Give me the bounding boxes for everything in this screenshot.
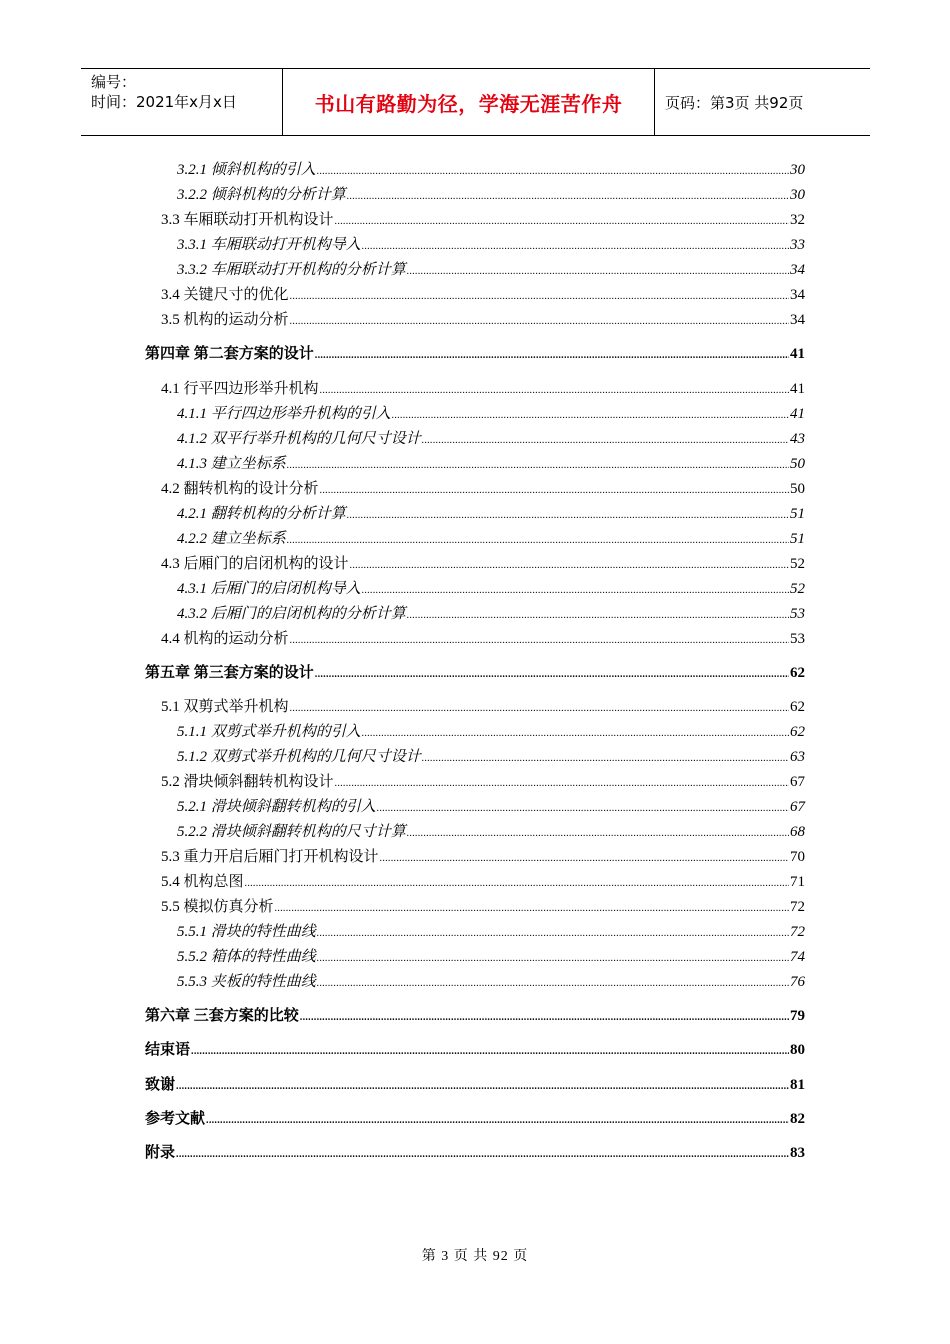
toc-entry-page-number: 82 [790,1111,805,1127]
toc-dot-leader [347,505,789,527]
toc-entry-page-number: 53 [790,631,805,647]
toc-entry[interactable] [177,453,805,475]
toc-entry[interactable] [145,1039,805,1061]
toc-entry-title: 第五章 第三套方案的设计 [145,665,314,681]
toc-entry[interactable] [161,846,805,868]
toc-entry-page-number: 80 [790,1042,805,1058]
page-header [81,68,870,136]
toc-dot-leader [407,823,789,845]
toc-entry-page-number: 74 [790,949,805,965]
header-page-info: 页码：第3页 共92页 [665,93,804,112]
toc-entry-page-number: 63 [790,749,805,765]
toc-entry-title: 4.3.1 后厢门的启闭机构导入 [177,581,361,597]
toc-dot-leader [317,161,789,183]
toc-dot-leader [320,480,789,502]
toc-entry-title: 4.1.1 平行四边形举升机构的引入 [177,406,391,422]
toc-entry-page-number: 53 [790,606,805,622]
toc-entry[interactable] [177,528,805,550]
toc-entry-title: 4.2.2 建立坐标系 [177,531,286,547]
header-motto-cell [282,69,655,135]
toc-entry-page-number: 43 [790,431,805,447]
toc-entry[interactable] [145,343,805,365]
toc-entry[interactable] [161,478,805,500]
toc-entry-title: 3.3.1 车厢联动打开机构导入 [177,237,361,253]
toc-entry-page-number: 52 [790,581,805,597]
toc-entry-page-number: 41 [790,346,805,362]
toc-dot-leader [245,873,789,895]
toc-entry[interactable] [177,603,805,625]
toc-entry-title: 3.2.2 倾斜机构的分析计算 [177,187,346,203]
toc-entry-title: 附录 [145,1145,176,1161]
toc-entry[interactable] [177,921,805,943]
toc-entry[interactable] [145,1108,805,1130]
toc-entry-page-number: 72 [790,899,805,915]
toc-entry[interactable] [161,628,805,650]
toc-entry-title: 5.1.1 双剪式举升机构的引入 [177,724,361,740]
toc-dot-leader [317,948,789,970]
toc-entry-page-number: 67 [790,799,805,815]
toc-entry-page-number: 71 [790,874,805,890]
toc-entry-title: 第四章 第二套方案的设计 [145,346,314,362]
toc-entry-page-number: 32 [790,212,805,228]
toc-entry-title: 5.3 重力开启后厢门打开机构设计 [161,849,379,865]
toc-entry-page-number: 30 [790,162,805,178]
toc-entry[interactable] [177,403,805,425]
toc-entry-title: 4.1 行平四边形举升机构 [161,381,319,397]
toc-entry[interactable] [161,209,805,231]
toc-dot-leader [315,345,789,367]
header-motto: 书山有路勤为径，学海无涯苦作舟 [314,91,623,116]
toc-entry-title: 5.5.2 箱体的特性曲线 [177,949,316,965]
toc-dot-leader [206,1110,789,1132]
toc-entry[interactable] [161,771,805,793]
toc-dot-leader [377,798,789,820]
toc-entry-title: 5.1.2 双剪式举升机构的几何尺寸设计 [177,749,421,765]
toc-dot-leader [347,186,789,208]
toc-dot-leader [362,723,789,745]
toc-entry-page-number: 51 [790,531,805,547]
toc-dot-leader [380,848,789,870]
toc-entry-page-number: 34 [790,312,805,328]
toc-entry-title: 5.2.2 滑块倾斜翻转机构的尺寸计算 [177,824,406,840]
toc-entry-title: 5.5.1 滑块的特性曲线 [177,924,316,940]
toc-entry-title: 3.3 车厢联动打开机构设计 [161,212,334,228]
toc-entry[interactable] [177,721,805,743]
toc-entry-title: 3.3.2 车厢联动打开机构的分析计算 [177,262,406,278]
toc-dot-leader [290,698,789,720]
toc-entry-page-number: 67 [790,774,805,790]
toc-entry-page-number: 41 [790,381,805,397]
toc-dot-leader [335,211,789,233]
toc-entry-title: 参考文献 [145,1111,206,1127]
toc-entry-title: 3.5 机构的运动分析 [161,312,289,328]
toc-entry[interactable] [177,578,805,600]
toc-dot-leader [392,405,789,427]
toc-entry-title: 5.1 双剪式举升机构 [161,699,289,715]
toc-entry-page-number: 62 [790,665,805,681]
toc-entry[interactable] [177,971,805,993]
toc-dot-leader [407,261,789,283]
toc-entry-title: 4.3.2 后厢门的启闭机构的分析计算 [177,606,406,622]
toc-entry[interactable] [177,234,805,256]
toc-dot-leader [275,898,789,920]
toc-entry-page-number: 50 [790,481,805,497]
toc-entry[interactable] [177,796,805,818]
toc-entry-title: 4.4 机构的运动分析 [161,631,289,647]
toc-dot-leader [290,286,789,308]
toc-entry[interactable] [161,553,805,575]
toc-entry-title: 致谢 [145,1077,176,1093]
toc-entry-page-number: 72 [790,924,805,940]
toc-dot-leader [317,923,789,945]
toc-entry[interactable] [161,896,805,918]
toc-dot-leader [176,1076,789,1098]
toc-dot-leader [287,530,789,552]
toc-entry[interactable] [145,662,805,684]
toc-dot-leader [290,311,789,333]
toc-entry-page-number: 30 [790,187,805,203]
toc-entry-page-number: 51 [790,506,805,522]
toc-entry-page-number: 50 [790,456,805,472]
toc-entry[interactable] [161,309,805,331]
toc-entry-title: 4.3 后厢门的启闭机构的设计 [161,556,349,572]
toc-entry-page-number: 52 [790,556,805,572]
toc-entry[interactable] [177,259,805,281]
toc-entry-title: 3.2.1 倾斜机构的引入 [177,162,316,178]
toc-entry-page-number: 83 [790,1145,805,1161]
toc-entry-page-number: 68 [790,824,805,840]
toc-dot-leader [320,380,789,402]
toc-entry-title: 第六章 三套方案的比较 [145,1008,299,1024]
toc-entry-page-number: 81 [790,1077,805,1093]
document-number-label: 编号： [91,73,137,91]
toc-entry-title: 4.1.2 双平行举升机构的几何尺寸设计 [177,431,421,447]
toc-entry-title: 5.5 模拟仿真分析 [161,899,274,915]
toc-entry[interactable] [177,428,805,450]
toc-entry-title: 结束语 [145,1042,191,1058]
toc-entry-page-number: 62 [790,724,805,740]
toc-dot-leader [191,1041,789,1063]
toc-entry-title: 3.4 关键尺寸的优化 [161,287,289,303]
toc-dot-leader [290,630,789,652]
toc-entry[interactable] [145,1005,805,1027]
toc-entry-title: 5.4 机构总图 [161,874,244,890]
toc-entry-page-number: 70 [790,849,805,865]
toc-entry-page-number: 76 [790,974,805,990]
toc-dot-leader [422,430,789,452]
toc-entry[interactable] [161,284,805,306]
page-footer: 第 3 页 共 92 页 [421,1249,529,1264]
toc-entry-page-number: 33 [790,237,805,253]
toc-entry[interactable] [145,1074,805,1096]
toc-entry-title: 5.2 滑块倾斜翻转机构设计 [161,774,334,790]
toc-dot-leader [335,773,789,795]
toc-entry[interactable] [177,946,805,968]
toc-entry[interactable] [177,159,805,181]
toc-entry-page-number: 79 [790,1008,805,1024]
header-page-cell [655,69,870,135]
toc-entry[interactable] [161,696,805,718]
toc-entry-title: 4.2 翻转机构的设计分析 [161,481,319,497]
toc-entry[interactable] [177,184,805,206]
toc-entry-page-number: 41 [790,406,805,422]
toc-dot-leader [315,664,789,686]
toc-entry[interactable] [145,1142,805,1164]
toc-dot-leader [287,455,789,477]
toc-entry-page-number: 34 [790,262,805,278]
toc-entry-page-number: 62 [790,699,805,715]
toc-dot-leader [300,1007,789,1029]
toc-dot-leader [317,973,789,995]
document-date: 时间：2021年x月x日 [91,93,237,111]
toc-entry[interactable] [161,871,805,893]
toc-entry[interactable] [177,503,805,525]
toc-dot-leader [362,580,789,602]
toc-dot-leader [407,605,789,627]
toc-entry-title: 5.5.3 夹板的特性曲线 [177,974,316,990]
toc-dot-leader [362,236,789,258]
toc-entry[interactable] [177,746,805,768]
header-left-cell [81,69,282,135]
toc-dot-leader [422,748,789,770]
toc-dot-leader [350,555,789,577]
toc-entry-title: 4.1.3 建立坐标系 [177,456,286,472]
toc-dot-leader [176,1144,789,1166]
toc-entry[interactable] [161,378,805,400]
toc-entry-title: 4.2.1 翻转机构的分析计算 [177,506,346,522]
toc-entry-title: 5.2.1 滑块倾斜翻转机构的引入 [177,799,376,815]
toc-entry[interactable] [177,821,805,843]
toc-entry-page-number: 34 [790,287,805,303]
